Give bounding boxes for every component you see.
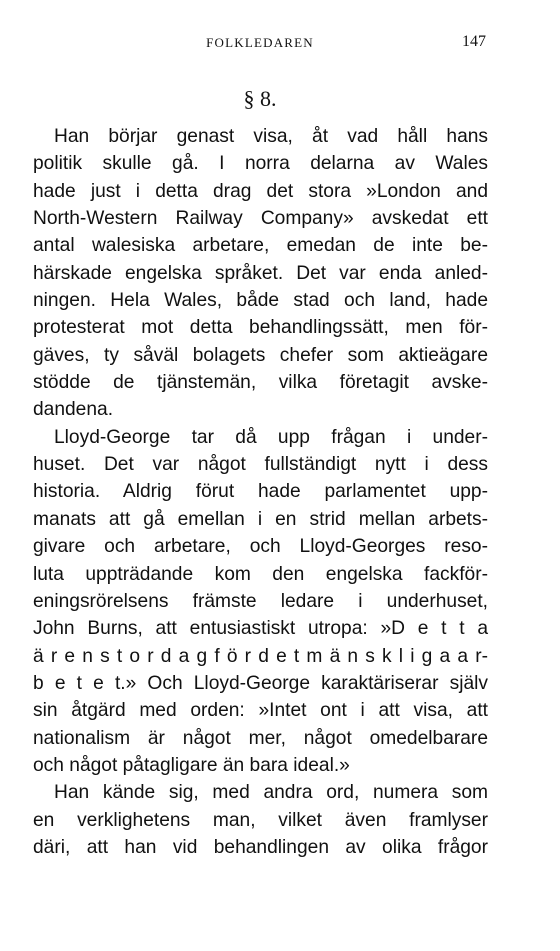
running-head: FOLKLEDAREN (206, 35, 314, 50)
text-line: och något påtagligare än bara ideal.» (33, 754, 350, 776)
text-line: Han börjar genast visa, åt vad håll hans (54, 126, 488, 147)
text-line: härskade engelska språket. Det var enda anled- (33, 262, 488, 284)
text-line: givare och arbetare, och Lloyd-Georges reso- (33, 536, 488, 558)
text-line: stödde de tjänstemän, vilka företagit avske- (33, 372, 488, 394)
body-text (33, 123, 488, 861)
text-line: nationalism är något mer, något omedelbarare (33, 727, 488, 749)
page-number: 147 (462, 33, 486, 50)
section-heading: § 8. (243, 86, 277, 111)
text-line: däri, att han vid behandlingen av olika frågor (33, 836, 488, 858)
text-line: Lloyd-George tar då upp frågan i under- (54, 426, 488, 448)
text-line: politik skulle gå. I norra delarna av Wales (33, 153, 488, 175)
text-line: North-Western Railway Company» avskedat ett (33, 208, 488, 230)
page-header (34, 33, 486, 53)
text-line: hade just i detta drag det stora »London and (33, 180, 488, 202)
text-line: antal walesiska arbetare, emedan de inte be- (33, 235, 488, 257)
text-line: huset. Det var något fullständigt nytt i dess (33, 454, 488, 476)
text-line: eningsrörelsens främste ledare i underhuset, (33, 590, 488, 612)
text-line: ningen. Hela Wales, både stad och land, hade (33, 290, 488, 312)
text-line: Han kände sig, med andra ord, numera som (54, 782, 488, 804)
text-line: luta uppträdande kom den engelska fackför- (33, 563, 488, 585)
text-line: protesterat mot detta behandlingssätt, men för- (33, 317, 488, 339)
text-line: historia. Aldrig förut hade parlamentet upp- (33, 481, 488, 503)
text-line: en verklighetens man, vilket även framlyser (33, 809, 488, 831)
text-line: dandena. (33, 399, 114, 421)
text-line: ä r e n s t o r d a g f ö r d e t m ä n s k l i g a a r- (33, 645, 488, 667)
text-line: John Burns, att entusiastiskt utropa: »D e t t a (33, 618, 488, 640)
text-line: manats att gå emellan i en strid mellan arbets- (33, 508, 488, 530)
text-line: sin åtgärd med orden: »Intet ont i att visa, att (33, 700, 488, 722)
text-line: gäves, ty såväl bolagets chefer som aktieägare (33, 344, 488, 366)
text-line: b e t e t.» Och Lloyd-George karaktäriserar själv (33, 672, 488, 694)
